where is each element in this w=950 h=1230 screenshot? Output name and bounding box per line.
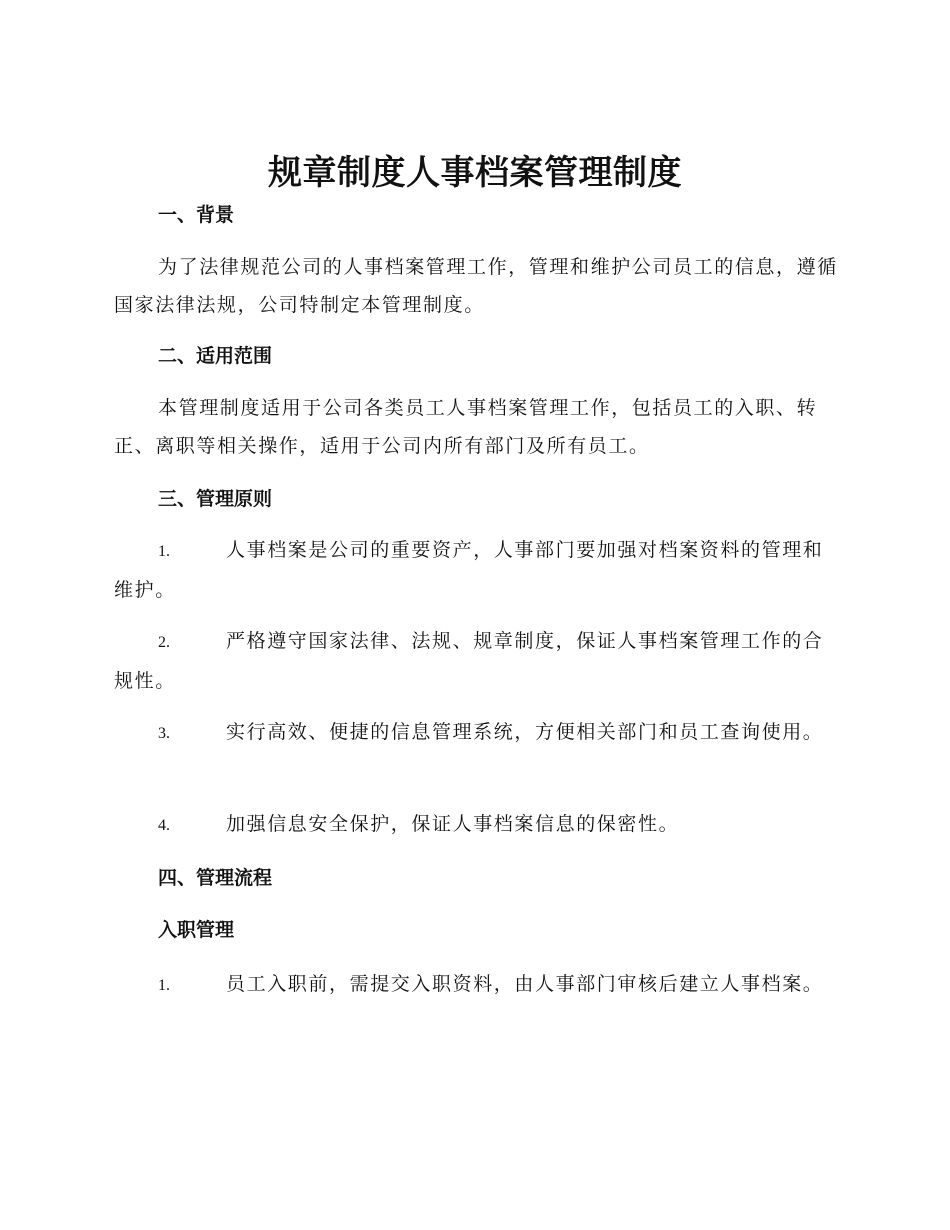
- list-item-number: 3.: [158, 725, 170, 742]
- subsection-heading-onboarding: 入职管理: [158, 919, 235, 941]
- list-item-text: 加强信息安全保护，保证人事档案信息的保密性。: [226, 813, 680, 835]
- list-item-text: 人事档案是公司的重要资产，人事部门要加强对档案资料的管理和维护。: [114, 539, 824, 601]
- list-item-number: 1.: [158, 977, 170, 994]
- list-item-number: 2.: [158, 634, 170, 651]
- list-item-number: 1.: [158, 543, 170, 560]
- list-item: [114, 531, 839, 609]
- section-heading-process: 四、管理流程: [158, 867, 273, 889]
- list-item-text: 员工入职前，需提交入职资料，由人事部门审核后建立人事档案。: [226, 973, 824, 995]
- list-item-number: 4.: [158, 817, 170, 834]
- list-item: [114, 622, 839, 700]
- section-heading-background: 一、背景: [158, 204, 235, 226]
- section-paragraph-background: 为了法律规范公司的人事档案管理工作，管理和维护公司员工的信息，遵循国家法律法规，公司特制定本管理制度。: [114, 256, 838, 316]
- section-heading-scope: 二、适用范围: [158, 345, 273, 367]
- list-item-text: 严格遵守国家法律、法规、规章制度，保证人事档案管理工作的合规性。: [114, 630, 824, 692]
- list-item-text: 实行高效、便捷的信息管理系统，方便相关部门和员工查询使用。: [226, 721, 824, 743]
- section-heading-principles: 三、管理原则: [158, 488, 273, 510]
- document-title: 规章制度人事档案管理制度: [268, 153, 682, 193]
- list-item: [114, 805, 839, 845]
- list-item: [114, 713, 839, 753]
- section-paragraph-scope: 本管理制度适用于公司各类员工人事档案管理工作，包括员工的入职、转正、离职等相关操作，适用于公司内所有部门及所有员工。: [114, 397, 818, 457]
- list-item: [114, 965, 839, 1005]
